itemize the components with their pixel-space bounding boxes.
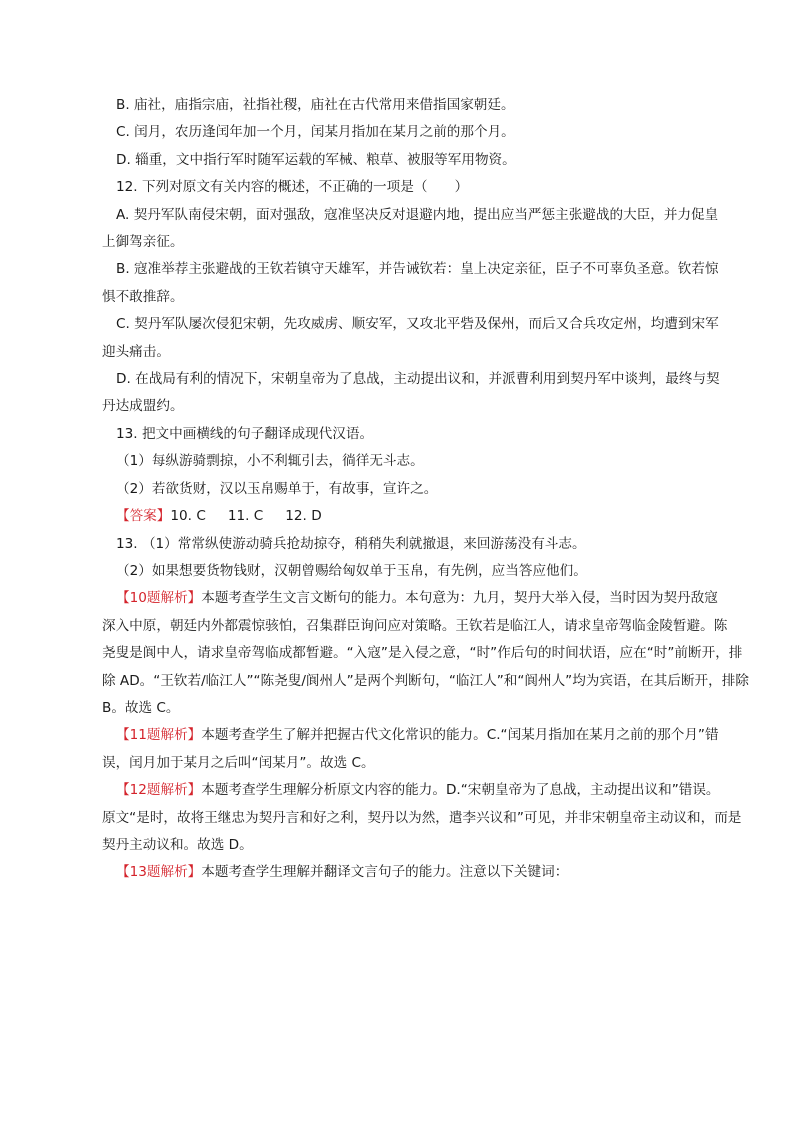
q12-option-b: B. 寇准举荐主张避战的王钦若镇守天雄军，并告诫钦若：皇上决定亲征，臣子不可辜负圣意。钦若惊 [116, 261, 719, 278]
answer-line [102, 503, 712, 530]
q13-sentence-2: （2）若欲货财，汉以玉帛赐单于，有故事，宣许之。 [116, 480, 438, 497]
answer-item: 10. C [170, 508, 206, 525]
question-12: 12. 下列对原文有关内容的概述，不正确的一项是（ ） [116, 179, 469, 196]
q12-option-a-cont: 上御驾亲征。 [102, 234, 184, 251]
analysis-12-line: 契丹主动议和。故选 D。 [102, 836, 253, 853]
analysis-13-tag: 【13题解析】 [116, 864, 202, 881]
answer-13-line-2: （2）如果想要货物钱财，汉朝曾赐给匈奴单于玉帛，有先例，应当答应他们。 [116, 562, 587, 579]
q12-option-c: C. 契丹军队屡次侵犯宋朝，先攻威虏、顺安军，又攻北平砦及保州，而后又合兵攻定州，均遭到宋军 [116, 316, 719, 333]
analysis-11-line: 误，闰月加于某月之后叫“闰某月”。故选 C。 [102, 754, 375, 771]
analysis-12-line: 原文“是时，故将王继忠为契丹言和好之利，契丹以为然，遣李兴议和”可见，并非宋朝皇帝主动议和，而是 [102, 809, 742, 826]
analysis-11-first: 【11题解析】本题考查学生了解并把握古代文化常识的能力。C.“闰某月指加在某月之前的那个月”错 [116, 727, 719, 744]
q12-option-a: A. 契丹军队南侵宋朝，面对强敌，寇准坚决反对退避内地，提出应当严惩主张避战的大臣，并力促皇 [116, 206, 719, 223]
q12-option-d-cont: 丹达成盟约。 [102, 398, 184, 415]
analysis-10-line: 深入中原，朝廷内外都震惊骇怕，召集群臣询问应对策略。王钦若是临江人，请求皇帝驾临金陵暂避。陈 [102, 617, 728, 634]
analysis-10-tag: 【10题解析】 [116, 590, 202, 607]
answer-tag: 【答案】 [116, 508, 171, 525]
option-d-line: D. 辎重，文中指行军时随军运载的军械、粮草、被服等军用物资。 [116, 151, 516, 168]
analysis-11-tag: 【11题解析】 [116, 727, 202, 744]
document-page [102, 92, 749, 887]
option-b-line: B. 庙社，庙指宗庙，社指社稷，庙社在古代常用来借指国家朝廷。 [116, 97, 515, 113]
answer-item: 12. D [285, 508, 322, 525]
answer-13-line-1: 13. （1）常常纵使游动骑兵抢劫掠夺，稍稍失利就撤退，来回游荡没有斗志。 [116, 535, 586, 552]
analysis-10-line: 除 AD。“王钦若/临江人”“陈尧叟/阆州人”是两个判断句，“临江人”和“阆州人”均为宾语，在其后断开，排除 [102, 672, 749, 689]
option-c-line: C. 闰月，农历逢闰年加一个月，闰某月指加在某月之前的那个月。 [116, 124, 515, 141]
q12-option-d: D. 在战局有利的情况下，宋朝皇帝为了息战，主动提出议和，并派曹利用到契丹军中谈判，最终与契 [116, 371, 720, 388]
answer-item: 11. C [227, 508, 264, 525]
analysis-13-first: 【13题解析】本题考查学生理解并翻译文言句子的能力。注意以下关键词： [116, 864, 569, 881]
q12-option-b-cont: 惧不敢推辞。 [102, 288, 184, 305]
q13-sentence-1: （1）每纵游骑剽掠，小不利辄引去，徜徉无斗志。 [116, 453, 424, 470]
analysis-10-line: B。故选 C。 [102, 699, 180, 716]
analysis-10-first: 【10题解析】本题考查学生文言文断句的能力。本句意为：九月，契丹大举入侵，当时因为契丹敌寇 [116, 590, 718, 607]
analysis-12-first: 【12题解析】本题考查学生理解分析原文内容的能力。D.“宋朝皇帝为了息战，主动提出议和”错误。 [116, 782, 720, 799]
question-13: 13. 把文中画横线的句子翻译成现代汉语。 [116, 425, 374, 442]
q12-option-c-cont: 迎头痛击。 [102, 343, 170, 360]
analysis-10-line: 尧叟是阆中人，请求皇帝驾临成都暂避。“入寇”是入侵之意，“时”作后句的时间状语，应在“时”前断开，排 [102, 645, 743, 662]
analysis-12-tag: 【12题解析】 [116, 782, 202, 799]
